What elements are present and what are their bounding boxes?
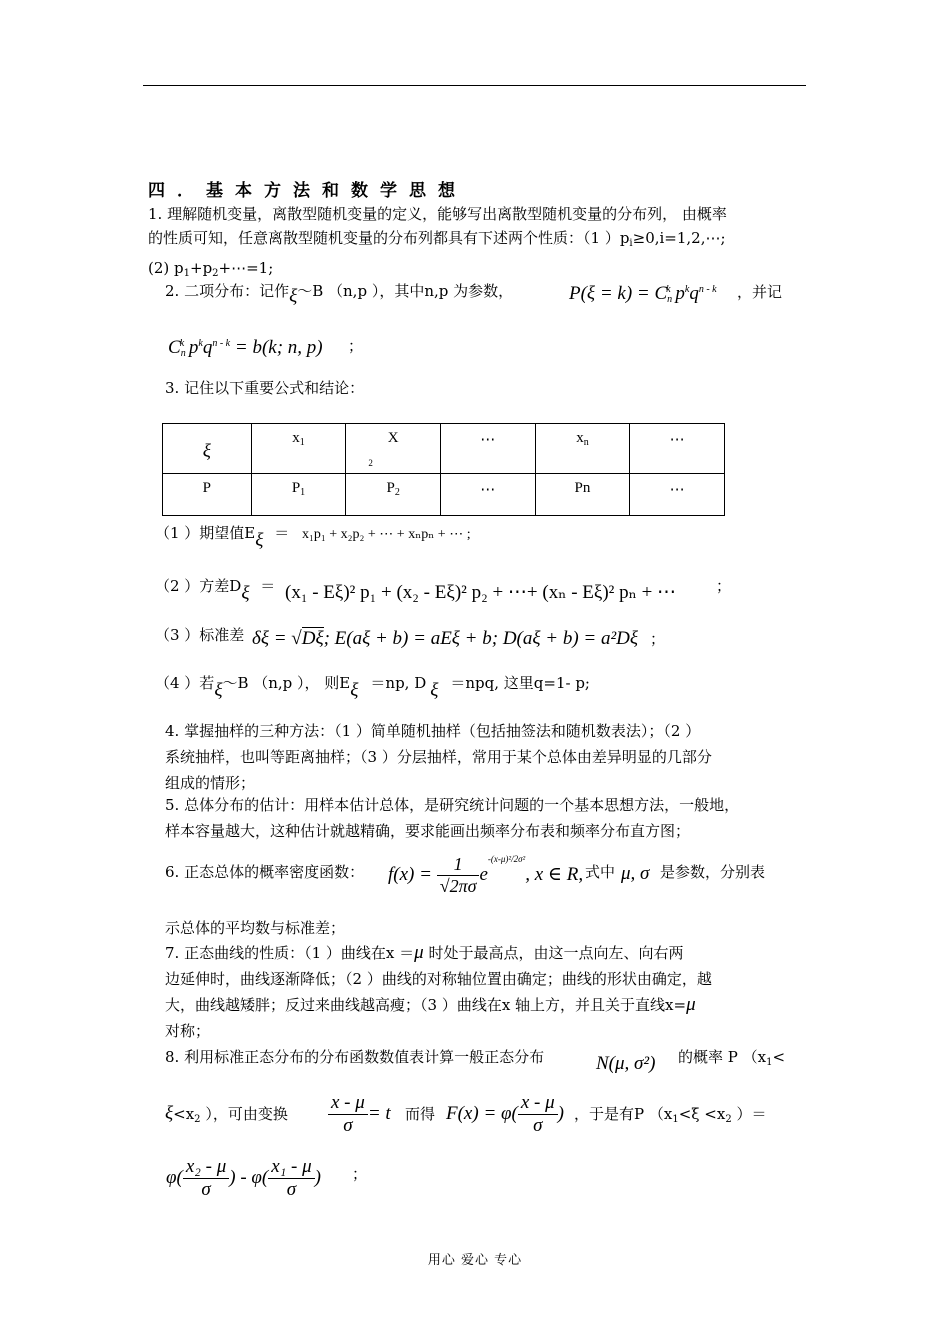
p4-line3: 组成的情形； (165, 774, 256, 792)
header-rule (143, 85, 806, 86)
cdf-formula: F(x) = φ( $\frac{x - \mu}{\sigma}$ ) (446, 1092, 564, 1136)
density-fraction: $\frac{1}{√2\pi\sigma}$ (437, 854, 480, 897)
item-2-variance: （2 ）方差Dξ ＝ (155, 577, 276, 604)
p4-line1: 4. 掌握抽样的三种方法：（1 ）简单随机抽样（包括抽签法和随机数表法）；（2 ） (165, 722, 701, 740)
paragraph-5 (165, 792, 787, 844)
table-row (163, 474, 725, 516)
table-cell: ⋯ (440, 424, 535, 474)
p1-line1: 1. 理解随机变量，离散型随机变量的定义，能够写出离散型随机变量的分布列， 由概率 (148, 205, 727, 223)
p6-lead: 6. 正态总体的概率密度函数： (165, 863, 365, 881)
prob-fraction-2: $\frac{\text{x₁ - μ}}{\sigma}$ (268, 1156, 314, 1201)
p8-line2-tail: ，于是有P （$x_1<\xi <x_2$ ）＝ (574, 1105, 767, 1125)
table-cell: $x_1$ (251, 424, 346, 474)
p4-line2: 系统抽样，也叫等距离抽样；（3 ）分层抽样，常用于某个总体由差异明显的几部分 (165, 748, 712, 766)
p3-text: 3. 记住以下重要公式和结论： (165, 379, 365, 397)
table-cell: ⋯ (630, 474, 725, 516)
table-cell: ⋯ (630, 424, 725, 474)
item-3-end: ； (650, 630, 666, 648)
p6-line2: 示总体的平均数与标准差； (165, 919, 346, 937)
probability-formula: φ( $\frac{\text{x₂ - μ}}{\sigma}$ ) - φ( $\frac{\text{x₁ - μ}}{\sigma}$ ) (166, 1156, 321, 1200)
p2-tail: ，并记 (737, 283, 783, 301)
variance-formula: (x₁ - Eξ)² p₁ + (x₂ - Eξ)² p₂ + ⋯+ (xₙ - Eξ)² pₙ + ⋯ (285, 582, 677, 603)
table-cell: ξ (163, 424, 252, 474)
table-cell: P (163, 474, 252, 516)
p5-line1: 5. 总体分布的估计：用样本估计总体，是研究统计问题的一个基本思想方法，一般地， (165, 796, 740, 814)
p7-line2: 边延伸时，曲线逐渐降低；（2 ）曲线的对称轴位置由确定；曲线的形状由确定，越 (165, 970, 712, 988)
transform-fraction: $\frac{x - \mu}{\sigma}$ (328, 1092, 368, 1137)
p7-line1: 7. 正态曲线的性质：（1 ）曲线在x ＝μ 时处于最高点，由这一点向左、向右两 (165, 942, 684, 963)
transform-formula: $\frac{x - \mu}{\sigma}$ = t (328, 1092, 391, 1137)
normal-notation: N(μ, σ²) (596, 1053, 656, 1074)
binomial-formula: $P(\xi = k) = C_n^k$ $p^kq^{n - k}$ (569, 283, 717, 305)
p7-line4: 对称； (165, 1022, 211, 1040)
table-cell: X 2 (346, 424, 441, 474)
p8-lead: 8. 利用标准正态分布的分布函数数值表计算一般正态分布 (165, 1048, 545, 1066)
p7-line3: 大，曲线越矮胖；反过来曲线越高瘦；（3 ）曲线在x 轴上方，并且关于直线x=μ (165, 994, 696, 1015)
paragraph-1 (148, 202, 788, 286)
item-3-label: （3 ）标准差 (155, 626, 245, 644)
table-cell: $P_1$ (251, 474, 346, 516)
p8-end: ； (352, 1165, 368, 1183)
prob-fraction-1: $\frac{\text{x₂ - μ}}{\sigma}$ (183, 1156, 229, 1201)
item-1-expectation: （1 ）期望值Eξ ＝ x₁p₁ + x₂p₂ + ⋯ + xₙpₙ + ⋯ ; (155, 524, 471, 551)
footer-text: 用心 爱心 专心 (427, 1253, 523, 1268)
p1-line2: 的性质可知，任意离散型随机变量的分布列都具有下述两个性质：（1 ）$p_i\ge 0,i=1,2,\cdots$; (148, 229, 726, 249)
p8-dersi: 而得 (405, 1105, 436, 1123)
p6-tail: 是参数，分别表 (660, 863, 766, 881)
table-cell: $P_2$ (346, 474, 441, 516)
normal-density-formula: f(x) = $\frac{1}{√2\pi\sigma}$ $e^{-(x-\mu)^2/2\sigma^2}$, x ∈ R, (388, 854, 584, 897)
p2-semicolon: ； (348, 337, 364, 355)
table-cell: ⋯ (440, 474, 535, 516)
std-formula: δξ = √Dξ; E(aξ + b) = aEξ + b; D(aξ + b) = a²Dξ (252, 628, 639, 649)
section-title: 四．基本方法和数学思想 (148, 181, 467, 201)
p2-line1: 2. 二项分布：记作ξ～B （n,p ），其中n,p 为参数， (165, 282, 514, 307)
p5-line2: 样本容量越大，这种估计就越精确，要求能画出频率分布表和频率分布直方图； (165, 822, 691, 840)
binomial-notation: $C_n^k$ $p^kq^{n - k} = b(k$; n, p) (168, 337, 323, 359)
table-row (163, 424, 725, 474)
p8-tail: 的概率 P （$x_1<$ (678, 1048, 786, 1068)
distribution-table (162, 423, 725, 516)
table-cell: $x_n$ (535, 424, 630, 474)
paragraph-4 (165, 718, 787, 796)
item-2-end: ； (716, 577, 732, 595)
item-4-binomial: （4 ）若ξ～B （n,p ）， 则Eξ ＝np, D ξ ＝npq, 这里q=1- p; (155, 674, 590, 701)
p6-params: μ, σ (621, 863, 650, 884)
p1-line3: (2) $p_1+p_2+\cdots=1$; (148, 259, 274, 279)
cdf-fraction: $\frac{x - \mu}{\sigma}$ (518, 1092, 558, 1137)
p8-line2: $\xi<x_2$ ），可由变换 (165, 1103, 288, 1125)
table-cell: Pn (535, 474, 630, 516)
p6-mid: 式中 (585, 863, 616, 881)
